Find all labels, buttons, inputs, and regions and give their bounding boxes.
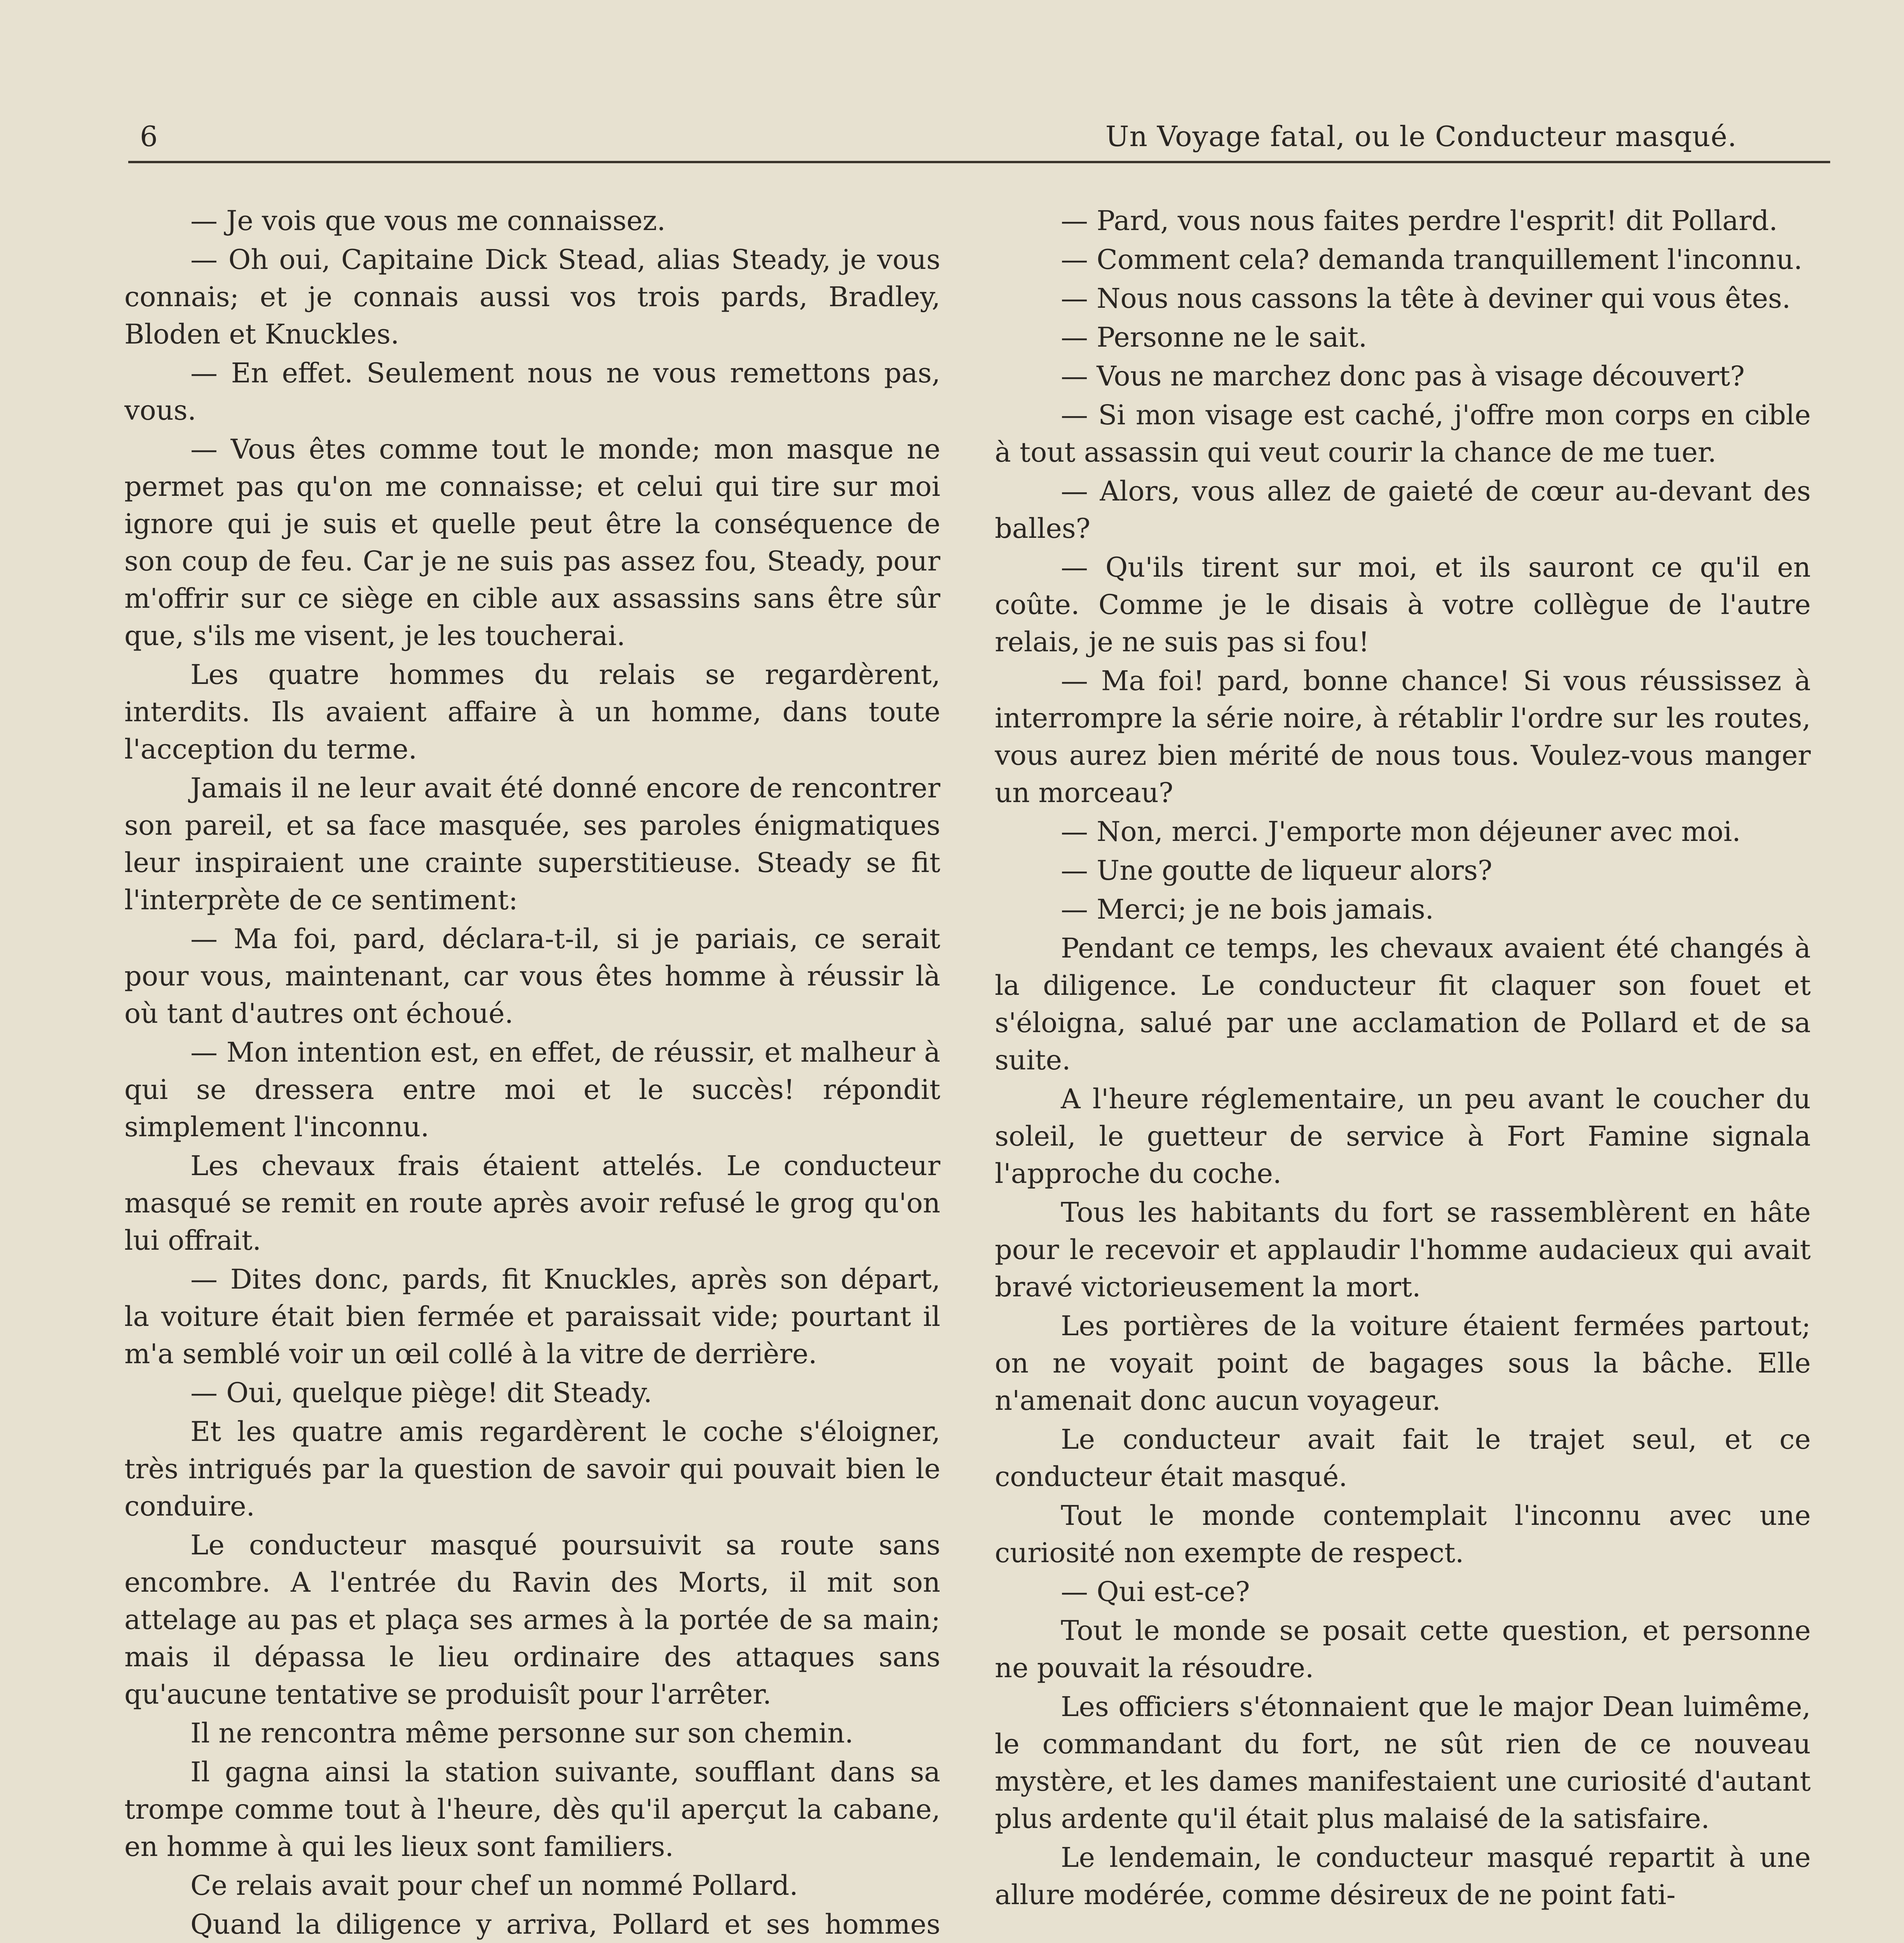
paragraph: — Qu'ils tirent sur moi, et ils sauront ce qu'il en coûte. Comme je le disais à votre collègue de l'autre relais, je ne suis pas si fou! <box>995 551 1811 658</box>
paragraph: — Vous êtes comme tout le monde; mon masque ne permet pas qu'on me connaisse; et celui qui tire sur moi ignore qui je suis et quelle peut être la conséquence de son coup de feu. Car je ne suis pas assez fou, Steady, pour m'offrir sur ce siège en cible aux assassins sans être sûr que, s'ils me visent, je les toucherai. <box>124 433 940 652</box>
paragraph: Les officiers s'étonnaient que le major Dean luimême, le commandant du fort, ne sût rien de ce nouveau mystère, et les dames manifestaient une curiosité d'autant plus ardente qu'il était plus malaisé de la satisfaire. <box>995 1691 1811 1835</box>
left-column <box>124 202 940 1943</box>
paragraph: — En effet. Seulement nous ne vous remettons pas, vous. <box>124 357 940 426</box>
paragraph: — Qui est-ce? <box>1061 1576 1250 1608</box>
paragraph: A l'heure réglementaire, un peu avant le coucher du soleil, le guetteur de service à Fort Famine signala l'approche du coche. <box>995 1083 1811 1190</box>
paragraph: — Je vois que vous me connaissez. <box>190 205 666 237</box>
paragraph: — Oh oui, Capitaine Dick Stead, alias Steady, je vous connais; et je connais aussi vos trois pards, Bradley, Bloden et Knuckles. <box>124 244 940 350</box>
paragraph: Pendant ce temps, les chevaux avaient été changés à la diligence. Le conducteur fit claquer son fouet et s'éloigna, salué par une acclamation de Pollard et de sa suite. <box>995 932 1811 1076</box>
paragraph: Les quatre hommes du relais se regardèrent, interdits. Ils avaient affaire à un homme, dans toute l'acception du terme. <box>124 659 940 765</box>
paragraph: Le lendemain, le conducteur masqué repartit à une allure modérée, comme désireux de ne point fati- <box>995 1842 1811 1911</box>
paragraph: Tout le monde contemplait l'inconnu avec une curiosité non exempte de respect. <box>995 1500 1811 1569</box>
paragraph: — Oui, quelque piège! dit Steady. <box>190 1377 652 1409</box>
paragraph: — Ma foi! pard, bonne chance! Si vous réussissez à interrompre la série noire, à rétablir l'ordre sur les routes, vous aurez bien mérité de nous tous. Voulez-vous manger un morceau? <box>995 665 1811 809</box>
paragraph: Il gagna ainsi la station suivante, soufflant dans sa trompe comme tout à l'heure, dès qu'il aperçut la cabane, en homme à qui les lieux sont familiers. <box>124 1756 940 1863</box>
paragraph: Et les quatre amis regardèrent le coche s'éloigner, très intrigués par la question de savoir qui pouvait bien le conduire. <box>124 1416 940 1522</box>
paragraph: — Vous ne marchez donc pas à visage découvert? <box>1061 360 1745 392</box>
paragraph: Les portières de la voiture étaient fermées partout; on ne voyait point de bagages sous la bâche. Elle n'amenait donc aucun voyageur. <box>995 1310 1811 1416</box>
paragraph: Ce relais avait pour chef un nommé Pollard. <box>190 1870 798 1901</box>
paragraph: — Non, merci. J'emporte mon déjeuner avec moi. <box>1061 816 1741 848</box>
paragraph: — Alors, vous allez de gaieté de cœur au-devant des balles? <box>995 475 1811 544</box>
header-rule <box>128 161 1830 163</box>
paragraph: Les chevaux frais étaient attelés. Le conducteur masqué se remit en route après avoir refusé le grog qu'on lui offrait. <box>124 1150 940 1256</box>
paragraph: Le conducteur masqué poursuivit sa route sans encombre. A l'entrée du Ravin des Morts, il mit son attelage au pas et plaça ses armes à la portée de sa main; mais il dépassa le lieu ordinaire des attaques sans qu'aucune tentative se produisît pour l'arrêter. <box>124 1529 940 1710</box>
paragraph: Le conducteur avait fait le trajet seul, et ce conducteur était masqué. <box>995 1423 1811 1493</box>
running-title: Un Voyage fatal, ou le Conducteur masqué. <box>1105 120 1737 153</box>
page-number: 6 <box>140 120 158 153</box>
paragraph: — Pard, vous nous faites perdre l'esprit! dit Pollard. <box>1061 205 1778 237</box>
paragraph: — Ma foi, pard, déclara-t-il, si je pariais, ce serait pour vous, maintenant, car vous êtes homme à réussir là où tant d'autres ont échoué. <box>124 923 940 1029</box>
paragraph: Jamais il ne leur avait été donné encore de rencontrer son pareil, et sa face masquée, ses paroles énigmatiques leur inspiraient une crainte superstitieuse. Steady se fit l'interprète de ce sentiment: <box>124 772 940 916</box>
paragraph: Quand la diligence y arriva, Pollard et ses hommes <box>190 1908 940 1940</box>
paragraph: — Si mon visage est caché, j'offre mon corps en cible à tout assassin qui veut courir la chance de me tuer. <box>995 399 1811 468</box>
paragraph: Tout le monde se posait cette question, et personne ne pouvait la résoudre. <box>995 1615 1811 1684</box>
paragraph: — Dites donc, pards, fit Knuckles, après son départ, la voiture était bien fermée et paraissait vide; pourtant il m'a semblé voir un œil collé à la vitre de derrière. <box>124 1263 940 1370</box>
right-column <box>995 202 1811 1943</box>
paragraph: — Personne ne le sait. <box>1061 321 1367 353</box>
paragraph: Il ne rencontra même personne sur son chemin. <box>190 1717 854 1749</box>
page-header <box>140 115 1737 158</box>
paragraph: — Merci; je ne bois jamais. <box>1061 893 1434 925</box>
paragraph: Tous les habitants du fort se rassemblèrent en hâte pour le recevoir et applaudir l'homme audacieux qui avait bravé victorieusement la mort. <box>995 1196 1811 1303</box>
paragraph: — Nous nous cassons la tête à deviner qui vous êtes. <box>1061 283 1791 314</box>
paragraph: — Une goutte de liqueur alors? <box>1061 855 1493 886</box>
paragraph: — Comment cela? demanda tranquillement l'inconnu. <box>1061 244 1803 276</box>
paragraph: — Mon intention est, en effet, de réussir, et malheur à qui se dressera entre moi et le succès! répondit simplement l'inconnu. <box>124 1036 940 1143</box>
